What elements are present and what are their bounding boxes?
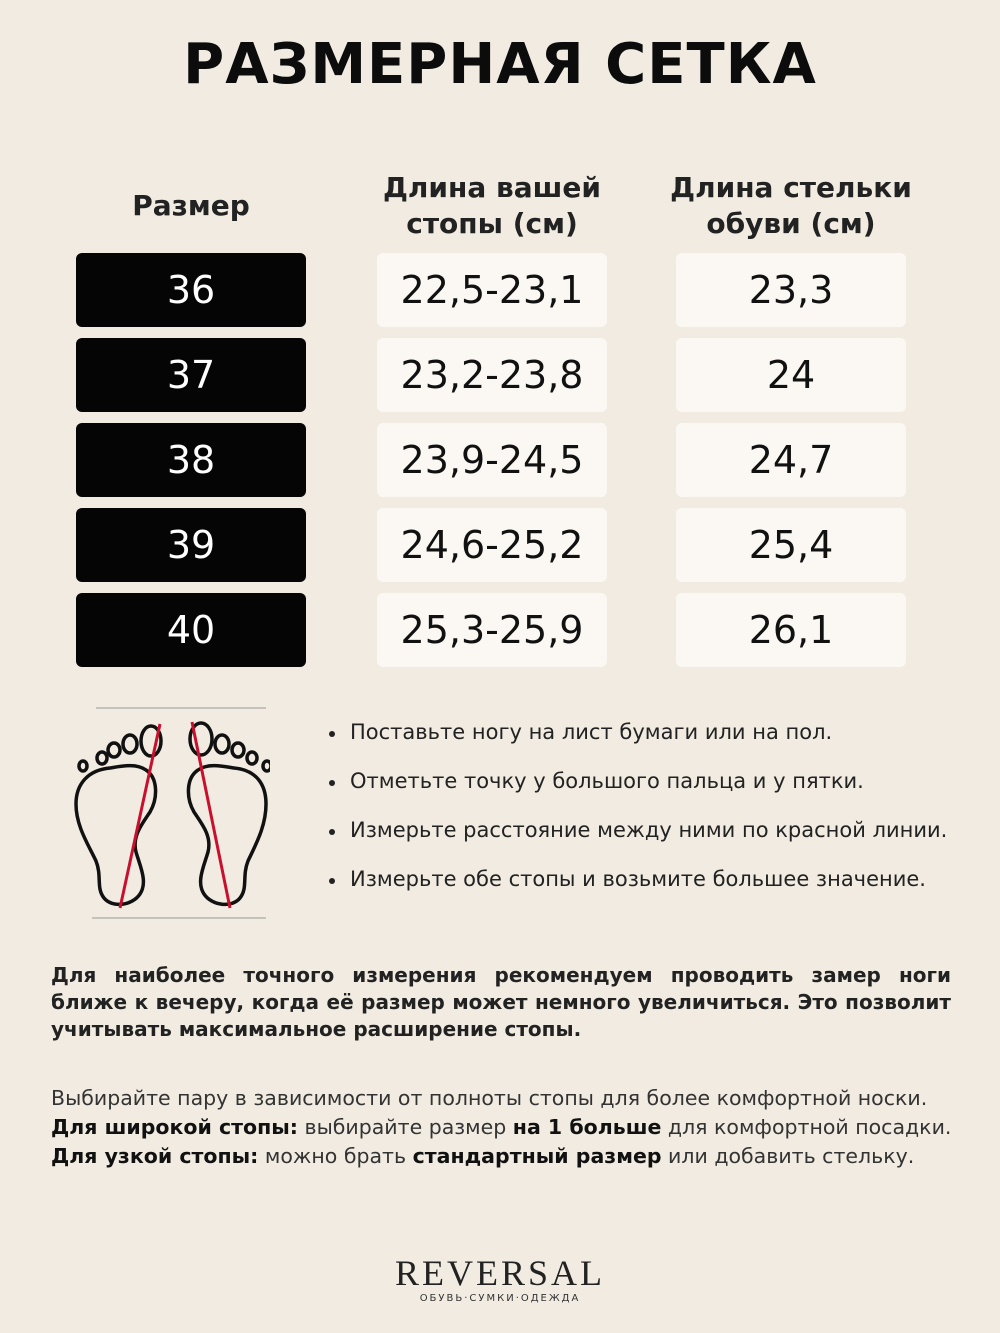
size-cell: 37 xyxy=(76,338,306,412)
size-cell: 36 xyxy=(76,253,306,327)
brand-logo: REVERSAL xyxy=(394,1253,605,1293)
size-cell: 38 xyxy=(76,423,306,497)
advice-narrow-foot: Для узкой стопы: можно брать стандартный размер или добавить стельку. xyxy=(51,1144,915,1168)
list-item: Измерьте расстояние между ними по красной линии. xyxy=(328,818,968,867)
list-item: Поставьте ногу на лист бумаги или на пол. xyxy=(328,720,968,769)
measurement-note: Для наиболее точного измерения рекомендуем проводить замер ноги ближе к вечеру, когда её размер может немного увеличиться. Это позволит учитывать максимальное расширение стопы. xyxy=(51,963,951,1041)
instructions-list xyxy=(328,720,968,916)
foot-length-cell: 22,5-23,1 xyxy=(377,253,607,327)
insole-length-cell: 23,3 xyxy=(676,253,906,327)
size-cell: 40 xyxy=(76,593,306,667)
insole-length-cell: 24 xyxy=(676,338,906,412)
advice-intro: Выбирайте пару в зависимости от полноты стопы для более комфортной носки. xyxy=(51,1086,928,1110)
foot-length-cell: 23,9-24,5 xyxy=(377,423,607,497)
insole-length-cell: 25,4 xyxy=(676,508,906,582)
foot-length-cell: 23,2-23,8 xyxy=(377,338,607,412)
foot-length-cell: 24,6-25,2 xyxy=(377,508,607,582)
footprints-icon xyxy=(70,706,270,920)
size-cell: 39 xyxy=(76,508,306,582)
fit-advice xyxy=(51,1084,961,1171)
insole-length-cell: 26,1 xyxy=(676,593,906,667)
page-title: РАЗМЕРНАЯ СЕТКА xyxy=(183,32,817,97)
list-item: Измерьте обе стопы и возьмите большее значение. xyxy=(328,867,968,916)
list-item: Отметьте точку у большого пальца и у пятки. xyxy=(328,769,968,818)
header-insole-length: Длина стельки обуви (см) xyxy=(670,171,912,240)
foot-length-cell: 25,3-25,9 xyxy=(377,593,607,667)
header-size: Размер xyxy=(132,189,250,222)
insole-length-cell: 24,7 xyxy=(676,423,906,497)
header-foot-length: Длина вашей стопы (см) xyxy=(382,171,601,240)
brand-tagline: ОБУВЬ·СУМКИ·ОДЕЖДА xyxy=(419,1293,581,1304)
advice-wide-foot: Для широкой стопы: выбирайте размер на 1 больше для комфортной посадки. xyxy=(51,1115,952,1139)
